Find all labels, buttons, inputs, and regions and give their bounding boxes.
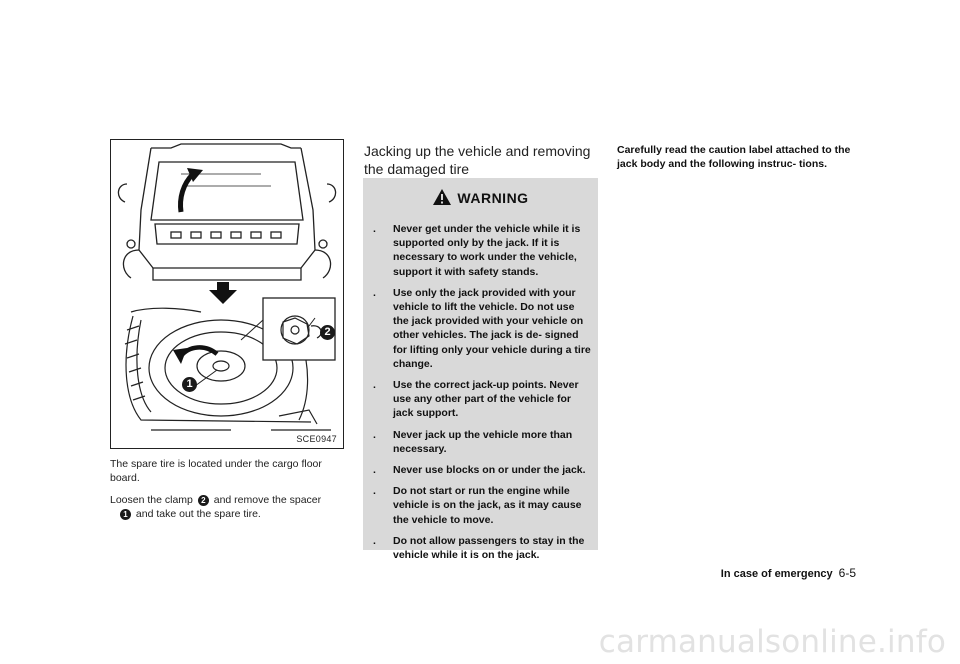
warning-item: [373, 286, 591, 371]
paragraph-spare-location: The spare tire is located under the cargo floor board.: [110, 458, 322, 484]
warning-item: [373, 428, 591, 456]
callout-ref-1: 1: [120, 509, 131, 520]
warning-item: [373, 463, 591, 477]
spare-tire-drawing: [111, 140, 343, 448]
bullet: .: [373, 534, 376, 547]
bullet: .: [373, 485, 376, 498]
bullet: .: [373, 428, 376, 441]
callout-2-badge: 2: [318, 322, 337, 340]
text-segment: and remove the spacer: [213, 494, 322, 506]
figure-code: SCE0947: [296, 434, 337, 444]
warning-item-text: Never use blocks on or under the jack.: [393, 464, 586, 477]
text-segment: and take out the spare tire.: [135, 508, 261, 520]
warning-item-text: Never get under the vehicle while it is supported only by the jack. If it is necessary to work under the vehicle, support it with safety stands.: [393, 223, 581, 278]
callout-1-badge: 1: [180, 374, 199, 392]
footer-section: In case of emergency: [720, 568, 833, 580]
callout-ref-2: 2: [198, 495, 209, 506]
page-footer: [696, 566, 856, 580]
warning-item-text: Use only the jack provided with your vehicle to lift the vehicle. Do not use the jack provided with your vehicle on other vehicles. The jack is de- signed for lifting only your vehicle during a tire change.: [393, 286, 591, 370]
warning-item-text: Use the correct jack-up points. Never use any other part of the vehicle for jack support.: [393, 379, 579, 420]
warning-title-text: WARNING: [457, 190, 529, 206]
bullet: .: [373, 223, 376, 235]
bullet: .: [373, 464, 376, 477]
page-number: 6-5: [838, 566, 856, 580]
warning-item-text: Do not allow passengers to stay in the vehicle while it is on the jack.: [393, 534, 585, 562]
warning-item-text: Do not start or run the engine while vehicle is on the jack, as it may cause the vehicle to move.: [393, 485, 582, 526]
text-segment: Loosen the clamp: [110, 494, 193, 506]
section-heading: Jacking up the vehicle and removing the damaged tire: [364, 143, 591, 177]
bullet: .: [373, 286, 376, 299]
warning-item: [373, 378, 591, 421]
warning-item: [373, 484, 591, 527]
warning-icon: [432, 188, 452, 206]
warning-title: [363, 188, 598, 206]
watermark: carmanualsonline.info: [598, 624, 946, 660]
left-column-text: [110, 457, 346, 529]
warning-box: [363, 178, 598, 562]
warning-list: [373, 222, 591, 569]
warning-item: [373, 534, 591, 562]
caution-instruction: Carefully read the caution label attached to the jack body and the following instruc- tions.: [617, 144, 851, 171]
bullet: .: [373, 379, 376, 392]
warning-item: [373, 222, 591, 279]
warning-item-text: Never jack up the vehicle more than necessary.: [393, 428, 573, 455]
spare-tire-illustration: [110, 139, 344, 449]
paragraph-loosen-clamp: [110, 493, 346, 521]
